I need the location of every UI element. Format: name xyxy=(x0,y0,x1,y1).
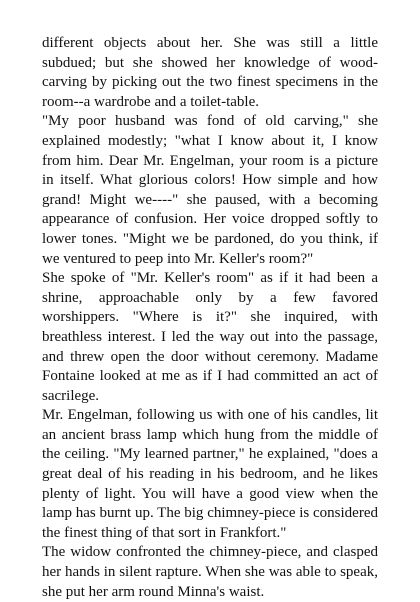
paragraph-5: The widow confronted the chimney-piece, and clasped her hands in silent rapture. When she was able to speak, she put her arm round Minna's waist. xyxy=(42,544,378,600)
paragraph-1: different objects about her. She was still a little subdued; but she showed her knowledge of wood-carving by picking out the two finest specimens in the room--a wardrobe and a toilet-table. xyxy=(42,35,378,110)
paragraph-4: Mr. Engelman, following us with one of his candles, lit an ancient brass lamp which hung from the middle of the ceiling. "My learned partner," he explained, "does a great deal of his reading in his bedroom, and he likes plenty of light. You will have a good view when the lamp has burnt up. The big chimney-piece is considered the finest thing of that sort in Frankfort." xyxy=(42,407,378,541)
paragraph-2: "My poor husband was fond of old carving," she explained modestly; "what I know about it, I know from him. Dear Mr. Engelman, your room is a picture in itself. What glorious colors! How simple and how grand! Might we----" she paused, with a becoming appearance of confusion. Her voice dropped softly to lower tones. "Might we be pardoned, do you think, if we ventured to peep into Mr. Keller's room?" xyxy=(42,113,378,267)
paragraph-3: She spoke of "Mr. Keller's room" as if it had been a shrine, approachable only by a few favored worshippers. "Where is it?" she inquired, with breathless interest. I led the way out into the passage, and threw open the door without ceremony. Madame Fontaine looked at me as if I had committed an act of sacrilege. xyxy=(42,270,378,404)
document-page xyxy=(42,34,378,602)
